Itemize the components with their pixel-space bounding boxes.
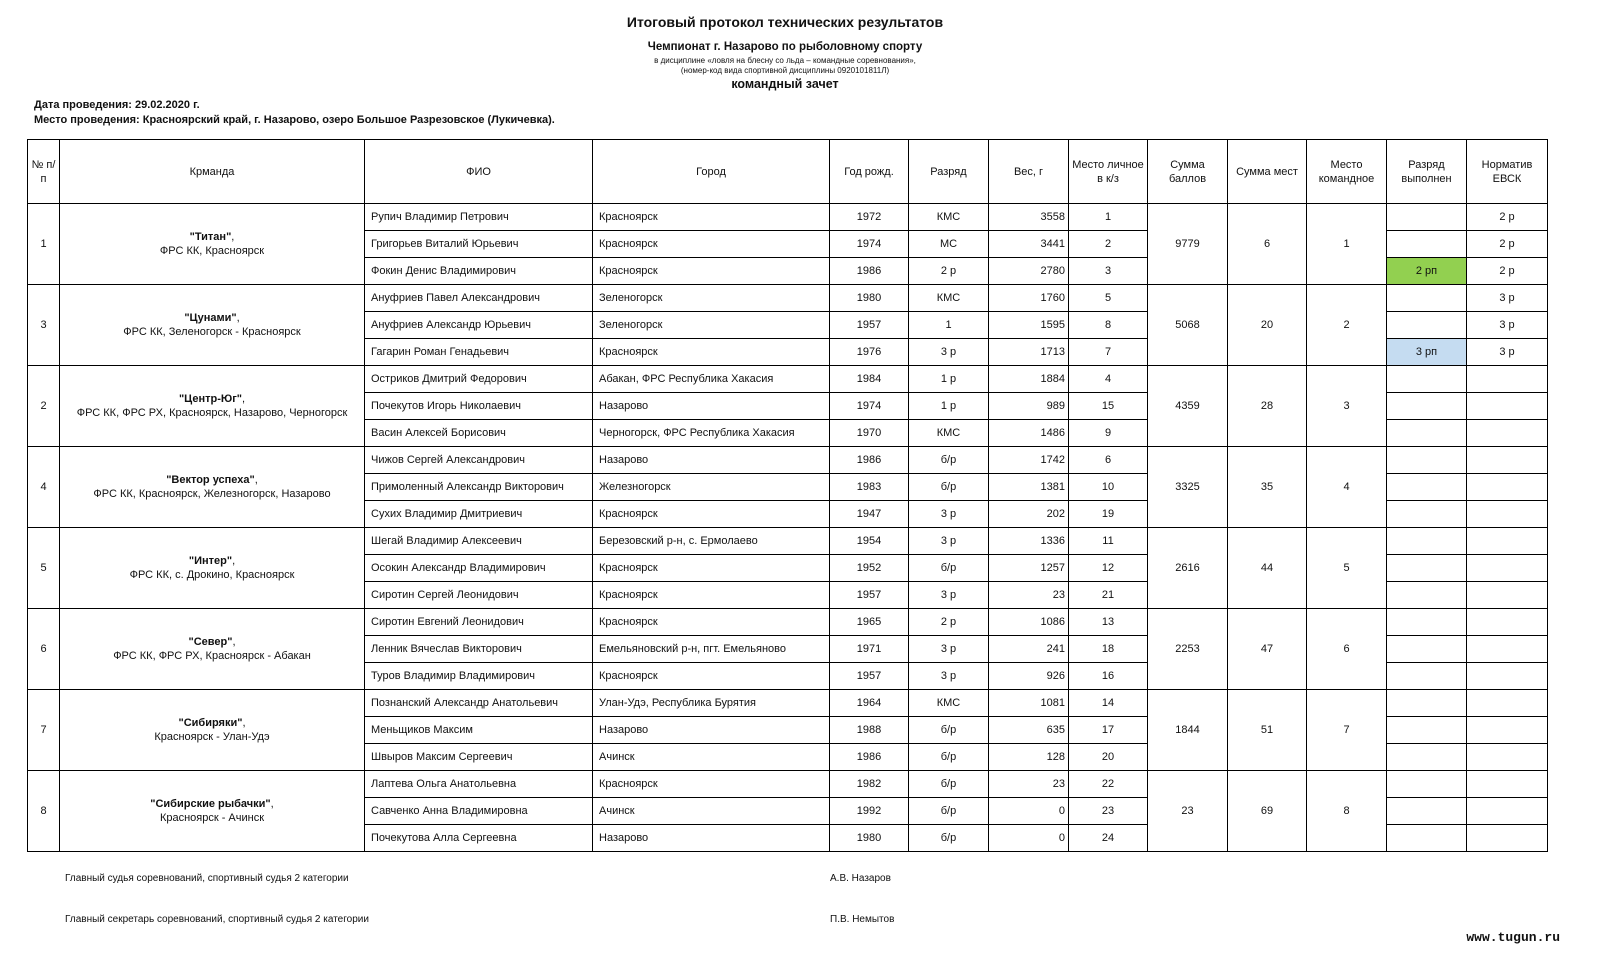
catch-weight: 0 [989, 798, 1069, 825]
catch-weight: 1081 [989, 690, 1069, 717]
team-name: "Север" [188, 636, 233, 648]
team-name: "Интер" [188, 555, 233, 567]
team-name-separator: , [232, 555, 236, 567]
personal-place: 7 [1069, 339, 1148, 366]
team-name-separator: , [270, 798, 274, 810]
participant-name: Осокин Александр Владимирович [365, 555, 593, 582]
team-name-separator: , [254, 474, 258, 486]
participant-name: Лаптева Ольга Анатольевна [365, 771, 593, 798]
participant-city: Назарово [593, 717, 830, 744]
evsk-norm: 2 р [1467, 204, 1548, 231]
participant-city: Красноярск [593, 555, 830, 582]
table-row [28, 690, 1548, 717]
participant-name: Сухих Владимир Дмитриевич [365, 501, 593, 528]
personal-place: 16 [1069, 663, 1148, 690]
team-org: ФРС КК, Зеленогорск - Красноярск [123, 326, 301, 338]
col-header-rank: Разряд [909, 140, 989, 204]
evsk-norm [1467, 555, 1548, 582]
event-date: Дата проведения: 29.02.2020 г. [34, 99, 200, 111]
personal-place: 4 [1069, 366, 1148, 393]
personal-place: 15 [1069, 393, 1148, 420]
birth-year: 1983 [830, 474, 909, 501]
col-header-points-sum: Сумма баллов [1148, 140, 1228, 204]
catch-weight: 241 [989, 636, 1069, 663]
team-name: "Сибирские рыбачки" [150, 798, 271, 810]
rank-done-badge [1387, 447, 1467, 474]
sport-rank: МС [909, 231, 989, 258]
rank-done-badge [1387, 744, 1467, 771]
participant-name: Ануфриев Павел Александрович [365, 285, 593, 312]
participant-name: Познанский Александр Анатольевич [365, 690, 593, 717]
col-header-evsk: Норматив ЕВСК [1467, 140, 1548, 204]
personal-place: 23 [1069, 798, 1148, 825]
rank-done-badge [1387, 420, 1467, 447]
table-row [28, 447, 1548, 474]
catch-weight: 23 [989, 771, 1069, 798]
sport-rank: КМС [909, 420, 989, 447]
sport-rank: 3 р [909, 582, 989, 609]
participant-city: Назарово [593, 825, 830, 852]
evsk-norm [1467, 582, 1548, 609]
sport-rank: КМС [909, 204, 989, 231]
rank-done-badge [1387, 501, 1467, 528]
participant-city: Абакан, ФРС Республика Хакасия [593, 366, 830, 393]
birth-year: 1974 [830, 393, 909, 420]
team-org: Красноярск - Улан-Удэ [154, 731, 270, 743]
team-cell [60, 366, 365, 447]
places-sum: 35 [1228, 447, 1307, 528]
discipline-line: в дисциплине «ловля на блесну со льда – командные соревнования», [654, 56, 916, 65]
sport-rank: б/р [909, 447, 989, 474]
rank-done-badge [1387, 528, 1467, 555]
team-place: 1 [1307, 204, 1387, 285]
sport-rank: б/р [909, 798, 989, 825]
birth-year: 1957 [830, 582, 909, 609]
discipline-code: (номер-код вида спортивной дисциплины 0920101811Л) [680, 66, 890, 75]
evsk-norm [1467, 717, 1548, 744]
col-header-city: Город [593, 140, 830, 204]
catch-weight: 1086 [989, 609, 1069, 636]
chief-secretary-name: П.В. Немытов [830, 914, 895, 925]
participant-city: Зеленогорск [593, 312, 830, 339]
points-sum: 23 [1148, 771, 1228, 852]
catch-weight: 1336 [989, 528, 1069, 555]
catch-weight: 1257 [989, 555, 1069, 582]
places-sum: 51 [1228, 690, 1307, 771]
birth-year: 1976 [830, 339, 909, 366]
participant-city: Красноярск [593, 231, 830, 258]
places-sum: 28 [1228, 366, 1307, 447]
catch-weight: 635 [989, 717, 1069, 744]
rank-done-badge: 3 рп [1387, 339, 1467, 366]
participant-city: Зеленогорск [593, 285, 830, 312]
team-place: 2 [1307, 285, 1387, 366]
participant-city: Назарово [593, 393, 830, 420]
team-org: ФРС КК, Красноярск [159, 245, 265, 257]
team-number: 2 [28, 366, 60, 447]
team-org: ФРС КК, с. Дрокино, Красноярск [129, 569, 295, 581]
rank-done-badge [1387, 798, 1467, 825]
birth-year: 1984 [830, 366, 909, 393]
rank-done-badge [1387, 582, 1467, 609]
sport-rank: б/р [909, 771, 989, 798]
personal-place: 9 [1069, 420, 1148, 447]
participant-name: Остриков Дмитрий Федорович [365, 366, 593, 393]
places-sum: 6 [1228, 204, 1307, 285]
rank-done-badge [1387, 663, 1467, 690]
results-table [27, 139, 1548, 852]
table-row [28, 771, 1548, 798]
personal-place: 24 [1069, 825, 1148, 852]
participant-city: Красноярск [593, 204, 830, 231]
participant-city: Черногорск, ФРС Республика Хакасия [593, 420, 830, 447]
rank-done-badge [1387, 285, 1467, 312]
birth-year: 1988 [830, 717, 909, 744]
rank-done-badge [1387, 555, 1467, 582]
personal-place: 12 [1069, 555, 1148, 582]
col-header-weight: Вес, г [989, 140, 1069, 204]
places-sum: 69 [1228, 771, 1307, 852]
catch-weight: 1884 [989, 366, 1069, 393]
catch-weight: 23 [989, 582, 1069, 609]
birth-year: 1972 [830, 204, 909, 231]
participant-name: Чижов Сергей Александрович [365, 447, 593, 474]
catch-weight: 1486 [989, 420, 1069, 447]
rank-done-badge [1387, 690, 1467, 717]
participant-city: Железногорск [593, 474, 830, 501]
participant-city: Назарово [593, 447, 830, 474]
team-place: 3 [1307, 366, 1387, 447]
points-sum: 3325 [1148, 447, 1228, 528]
sport-rank: 3 р [909, 528, 989, 555]
evsk-norm: 3 р [1467, 312, 1548, 339]
birth-year: 1965 [830, 609, 909, 636]
participant-city: Красноярск [593, 663, 830, 690]
team-name-separator: , [242, 393, 246, 405]
sport-rank: КМС [909, 285, 989, 312]
evsk-norm: 3 р [1467, 339, 1548, 366]
team-name: "Титан" [189, 231, 232, 243]
rank-done-badge [1387, 825, 1467, 852]
participant-name: Примоленный Александр Викторович [365, 474, 593, 501]
participant-city: Березовский р-н, с. Ермолаево [593, 528, 830, 555]
page-title: Итоговый протокол технических результатов [626, 14, 944, 30]
evsk-norm [1467, 447, 1548, 474]
birth-year: 1980 [830, 825, 909, 852]
col-header-team-place: Место командное [1307, 140, 1387, 204]
col-header-rank-done: Разряд выполнен [1387, 140, 1467, 204]
table-row [28, 204, 1548, 231]
participant-city: Емельяновский р-н, пгт. Емельяново [593, 636, 830, 663]
catch-weight: 3558 [989, 204, 1069, 231]
participant-name: Фокин Денис Владимирович [365, 258, 593, 285]
personal-place: 18 [1069, 636, 1148, 663]
participant-city: Улан-Удэ, Республика Бурятия [593, 690, 830, 717]
watermark: www.tugun.ru [1466, 930, 1560, 945]
chief-judge-name: А.В. Назаров [830, 873, 891, 884]
personal-place: 13 [1069, 609, 1148, 636]
team-number: 8 [28, 771, 60, 852]
category-title: командный зачет [731, 77, 839, 91]
participant-city: Красноярск [593, 771, 830, 798]
participant-city: Красноярск [593, 339, 830, 366]
team-number: 6 [28, 609, 60, 690]
birth-year: 1980 [830, 285, 909, 312]
team-name: "Цунами" [184, 312, 237, 324]
personal-place: 17 [1069, 717, 1148, 744]
personal-place: 6 [1069, 447, 1148, 474]
sport-rank: б/р [909, 825, 989, 852]
birth-year: 1992 [830, 798, 909, 825]
participant-name: Почекутов Игорь Николаевич [365, 393, 593, 420]
catch-weight: 989 [989, 393, 1069, 420]
birth-year: 1952 [830, 555, 909, 582]
participant-city: Красноярск [593, 258, 830, 285]
col-header-team: Крманда [60, 140, 365, 204]
personal-place: 3 [1069, 258, 1148, 285]
participant-name: Сиротин Сергей Леонидович [365, 582, 593, 609]
personal-place: 19 [1069, 501, 1148, 528]
evsk-norm [1467, 366, 1548, 393]
participant-name: Шегай Владимир Алексеевич [365, 528, 593, 555]
evsk-norm [1467, 744, 1548, 771]
team-place: 8 [1307, 771, 1387, 852]
catch-weight: 202 [989, 501, 1069, 528]
participant-name: Гагарин Роман Генадьевич [365, 339, 593, 366]
table-row [28, 366, 1548, 393]
table-row [28, 528, 1548, 555]
birth-year: 1986 [830, 447, 909, 474]
team-number: 3 [28, 285, 60, 366]
birth-year: 1971 [830, 636, 909, 663]
team-cell [60, 609, 365, 690]
personal-place: 20 [1069, 744, 1148, 771]
birth-year: 1954 [830, 528, 909, 555]
places-sum: 47 [1228, 609, 1307, 690]
birth-year: 1947 [830, 501, 909, 528]
col-header-fio: ФИО [365, 140, 593, 204]
participant-city: Ачинск [593, 798, 830, 825]
header-row [28, 140, 1548, 204]
points-sum: 4359 [1148, 366, 1228, 447]
rank-done-badge [1387, 717, 1467, 744]
team-name: "Вектор успеха" [166, 474, 255, 486]
evsk-norm [1467, 393, 1548, 420]
personal-place: 22 [1069, 771, 1148, 798]
participant-name: Почекутова Алла Сергеевна [365, 825, 593, 852]
personal-place: 14 [1069, 690, 1148, 717]
team-name-separator: , [231, 231, 235, 243]
participant-name: Швыров Максим Сергеевич [365, 744, 593, 771]
participant-name: Ануфриев Александр Юрьевич [365, 312, 593, 339]
team-org: ФРС КК, ФРС РХ, Красноярск - Абакан [113, 650, 311, 662]
sport-rank: 3 р [909, 501, 989, 528]
personal-place: 21 [1069, 582, 1148, 609]
col-header-personal-place: Место личное в к/з [1069, 140, 1148, 204]
participant-city: Ачинск [593, 744, 830, 771]
catch-weight: 926 [989, 663, 1069, 690]
sport-rank: 3 р [909, 339, 989, 366]
evsk-norm [1467, 825, 1548, 852]
team-cell [60, 690, 365, 771]
personal-place: 5 [1069, 285, 1148, 312]
team-name-separator: , [236, 312, 240, 324]
points-sum: 5068 [1148, 285, 1228, 366]
participant-name: Сиротин Евгений Леонидович [365, 609, 593, 636]
sport-rank: 1 [909, 312, 989, 339]
col-header-places-sum: Сумма мест [1228, 140, 1307, 204]
participant-name: Васин Алексей Борисович [365, 420, 593, 447]
sport-rank: б/р [909, 474, 989, 501]
team-cell [60, 447, 365, 528]
catch-weight: 128 [989, 744, 1069, 771]
participant-city: Красноярск [593, 501, 830, 528]
championship-title: Чемпионат г. Назарово по рыболовному спорту [647, 41, 923, 53]
participant-name: Меньщиков Максим [365, 717, 593, 744]
team-cell [60, 204, 365, 285]
birth-year: 1957 [830, 663, 909, 690]
col-header-num: № п/п [28, 140, 60, 204]
evsk-norm [1467, 528, 1548, 555]
sport-rank: б/р [909, 555, 989, 582]
rank-done-badge [1387, 771, 1467, 798]
team-number: 1 [28, 204, 60, 285]
team-name-separator: , [242, 717, 246, 729]
team-number: 4 [28, 447, 60, 528]
places-sum: 44 [1228, 528, 1307, 609]
evsk-norm: 3 р [1467, 285, 1548, 312]
catch-weight: 1595 [989, 312, 1069, 339]
points-sum: 2616 [1148, 528, 1228, 609]
team-place: 6 [1307, 609, 1387, 690]
places-sum: 20 [1228, 285, 1307, 366]
rank-done-badge [1387, 204, 1467, 231]
sport-rank: 3 р [909, 636, 989, 663]
birth-year: 1982 [830, 771, 909, 798]
team-place: 5 [1307, 528, 1387, 609]
evsk-norm [1467, 690, 1548, 717]
team-number: 5 [28, 528, 60, 609]
sport-rank: 1 р [909, 366, 989, 393]
birth-year: 1974 [830, 231, 909, 258]
sport-rank: 3 р [909, 663, 989, 690]
team-cell [60, 771, 365, 852]
personal-place: 1 [1069, 204, 1148, 231]
rank-done-badge [1387, 609, 1467, 636]
catch-weight: 0 [989, 825, 1069, 852]
sport-rank: 2 р [909, 258, 989, 285]
evsk-norm [1467, 798, 1548, 825]
rank-done-badge [1387, 474, 1467, 501]
event-place: Место проведения: Красноярский край, г. Назарово, озеро Большое Разрезовское (Лукичевка). [34, 114, 555, 126]
catch-weight: 1381 [989, 474, 1069, 501]
birth-year: 1964 [830, 690, 909, 717]
participant-name: Рупич Владимир Петрович [365, 204, 593, 231]
table-row [28, 609, 1548, 636]
evsk-norm [1467, 636, 1548, 663]
sport-rank: 2 р [909, 609, 989, 636]
team-cell [60, 528, 365, 609]
table-row [28, 285, 1548, 312]
sport-rank: б/р [909, 744, 989, 771]
evsk-norm [1467, 420, 1548, 447]
personal-place: 2 [1069, 231, 1148, 258]
personal-place: 8 [1069, 312, 1148, 339]
points-sum: 2253 [1148, 609, 1228, 690]
points-sum: 9779 [1148, 204, 1228, 285]
team-org: ФРС КК, ФРС РХ, Красноярск, Назарово, Черногорск [76, 407, 348, 419]
rank-done-badge: 2 рп [1387, 258, 1467, 285]
rank-done-badge [1387, 636, 1467, 663]
team-name-separator: , [232, 636, 236, 648]
chief-secretary-title: Главный секретарь соревнований, спортивный судья 2 категории [65, 914, 369, 925]
personal-place: 10 [1069, 474, 1148, 501]
personal-place: 11 [1069, 528, 1148, 555]
birth-year: 1986 [830, 258, 909, 285]
team-org: ФРС КК, Красноярск, Железногорск, Назарово [93, 488, 331, 500]
results-body [28, 204, 1548, 852]
team-place: 7 [1307, 690, 1387, 771]
team-name: "Сибиряки" [178, 717, 243, 729]
birth-year: 1970 [830, 420, 909, 447]
catch-weight: 3441 [989, 231, 1069, 258]
team-number: 7 [28, 690, 60, 771]
points-sum: 1844 [1148, 690, 1228, 771]
evsk-norm [1467, 501, 1548, 528]
participant-name: Григорьев Виталий Юрьевич [365, 231, 593, 258]
team-cell [60, 285, 365, 366]
sport-rank: КМС [909, 690, 989, 717]
evsk-norm [1467, 609, 1548, 636]
participant-city: Красноярск [593, 582, 830, 609]
catch-weight: 1742 [989, 447, 1069, 474]
chief-judge-title: Главный судья соревнований, спортивный судья 2 категории [65, 873, 349, 884]
team-name: "Центр-Юг" [178, 393, 242, 405]
evsk-norm [1467, 771, 1548, 798]
team-place: 4 [1307, 447, 1387, 528]
catch-weight: 1713 [989, 339, 1069, 366]
birth-year: 1957 [830, 312, 909, 339]
sport-rank: 1 р [909, 393, 989, 420]
col-header-year: Год рожд. [830, 140, 909, 204]
rank-done-badge [1387, 312, 1467, 339]
participant-name: Савченко Анна Владимировна [365, 798, 593, 825]
evsk-norm: 2 р [1467, 231, 1548, 258]
rank-done-badge [1387, 393, 1467, 420]
evsk-norm [1467, 474, 1548, 501]
participant-city: Красноярск [593, 609, 830, 636]
evsk-norm: 2 р [1467, 258, 1548, 285]
rank-done-badge [1387, 366, 1467, 393]
rank-done-badge [1387, 231, 1467, 258]
evsk-norm [1467, 663, 1548, 690]
birth-year: 1986 [830, 744, 909, 771]
catch-weight: 1760 [989, 285, 1069, 312]
participant-name: Ленник Вячеслав Викторович [365, 636, 593, 663]
catch-weight: 2780 [989, 258, 1069, 285]
participant-name: Туров Владимир Владимирович [365, 663, 593, 690]
team-org: Красноярск - Ачинск [159, 812, 265, 824]
sport-rank: б/р [909, 717, 989, 744]
